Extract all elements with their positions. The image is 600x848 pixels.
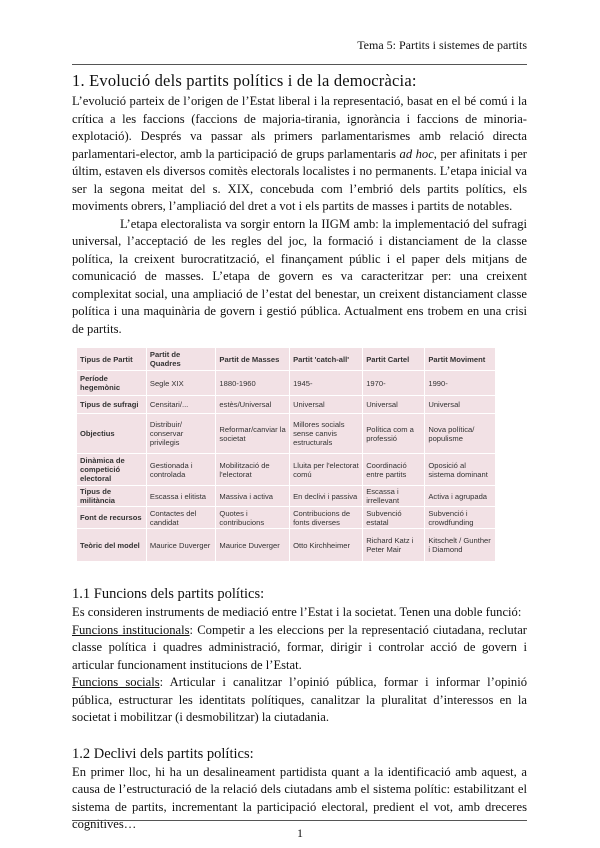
table-cell: Escassa i elitista <box>146 486 216 507</box>
row-header: Tipus de sufragi <box>77 396 147 414</box>
table-cell: Mobilització de l'electorat <box>216 454 290 486</box>
subsection-heading: 1.2 Declivi dels partits polítics: <box>72 745 254 762</box>
text: : Competir a les eleccions per la representació ciutadana, reclutar classe política i quadres administració, formar, dirigir i controlar acció de govern i articular funcionament institucions de l’Estat. <box>72 622 527 672</box>
party-types-table <box>76 347 496 562</box>
row-header: Tipus de militància <box>77 486 147 507</box>
text: L’evolució parteix de l’origen de l’Estat liberal i la representació, basat en el bé comú i la crítica a les faccions (faccions de majoria-tirania, ignorància i faccions de minoria-explotació). Després va passar als primers parlamentarismes amb relació directa parlamentari-elector, amb la participació de grups parlamentaris <box>72 94 527 161</box>
row-header: Font de recursos <box>77 507 147 529</box>
table-cell: 1945- <box>290 371 363 396</box>
table-row <box>77 507 496 529</box>
paragraph: En primer lloc, hi ha un desalineament partidista quant a la identificació amb aquest, a causa de l’estructuració de la relació dels ciutadans amb el sistema polític: estabilitzant el sistema de partits, incrementant la participació electoral, predient el vot, amb dreceres cognitives… <box>72 764 527 831</box>
table-cell: Universal <box>363 396 425 414</box>
paragraph <box>72 674 527 727</box>
table-cell: Contactes del candidat <box>146 507 216 529</box>
text: , per afinitats i per últim, estaven els diversos comitès electorals localistes i no permanents. L’etapa inicial va ser la segona meitat del s. XIX, concebuda com l’embrió dels partits polítics, els moviments obrers, l’ampliació del dret a vot i els partits de masses i partits de notables. <box>72 146 527 213</box>
table-cell: 1880-1960 <box>216 371 290 396</box>
italic-text: ad hoc <box>399 146 434 161</box>
column-header: Partit de Masses <box>216 348 290 371</box>
table-cell: Subvenció i crowdfunding <box>425 507 496 529</box>
row-header: Objectius <box>77 414 147 454</box>
paragraph <box>72 622 527 675</box>
page-body <box>72 70 527 834</box>
table-cell: Oposició al sistema dominant <box>425 454 496 486</box>
paragraph: L’etapa electoralista va sorgir entorn la IIGM amb: la implementació del sufragi universal, l’acceptació de les regles del joc, la formació i distanciament de la classe política, la creixent burocratització, el finançament públic i el paper dels mitjans de comunicació de masses. L’etapa de govern es va caracteritzar per: una creixent complexitat social, una ampliació de l’estat del benestar, un creixent distanciament classe política i una maquinària de govern i gestió pública. Actualment ens trobem en una crisi de partits. <box>72 216 527 336</box>
section-heading: 1. Evolució dels partits polítics i de la democràcia: <box>72 71 417 90</box>
table-cell: Maurice Duverger <box>146 529 216 562</box>
subsection-heading: 1.1 Funcions dels partits polítics: <box>72 586 265 602</box>
table-header-row <box>77 348 496 371</box>
table-cell: Política com a professió <box>363 414 425 454</box>
table-cell: Escassa i irrellevant <box>363 486 425 507</box>
table-cell: Richard Katz i Peter Mair <box>363 529 425 562</box>
paragraph: Es consideren instruments de mediació entre l’Estat i la societat. Tenen una doble funció: <box>72 605 522 619</box>
table-cell: Quotes i contribucions <box>216 507 290 529</box>
table-body <box>77 371 496 562</box>
column-header: Partit de Quadres <box>146 348 216 371</box>
table-cell: Activa i agrupada <box>425 486 496 507</box>
table-cell: Reformar/canviar la societat <box>216 414 290 454</box>
table-cell: estès/Universal <box>216 396 290 414</box>
table-cell: 1990- <box>425 371 496 396</box>
table-cell: Nova política/ populisme <box>425 414 496 454</box>
page-number: 1 <box>297 826 303 840</box>
column-header: Partit Cartel <box>363 348 425 371</box>
table-cell: Lluita per l'electorat comú <box>290 454 363 486</box>
table-cell: Contribucions de fonts diverses <box>290 507 363 529</box>
row-header: Període hegemònic <box>77 371 147 396</box>
table-cell: Maurice Duverger <box>216 529 290 562</box>
table-cell: En declivi i passiva <box>290 486 363 507</box>
text: : Articular i canalitzar l’opinió pública, formar i informar l’opinió pública, estructurar les identitats polítiques, canalitzar la pluralitat d’interessos en la societat i mobilitzar (i desmobilitzar) la ciutadania. <box>72 675 528 724</box>
running-header: Tema 5: Partits i sistemes de partits <box>357 38 527 52</box>
table-cell: Otto Kirchheimer <box>290 529 363 562</box>
table-cell: 1970- <box>363 371 425 396</box>
table-cell: Coordinació entre partits <box>363 454 425 486</box>
underlined-term: Funcions socials <box>72 675 160 689</box>
table-row <box>77 454 496 486</box>
footer-rule <box>72 820 527 821</box>
table-cell: Universal <box>290 396 363 414</box>
table-row <box>77 371 496 396</box>
header-rule <box>72 64 527 65</box>
table-row <box>77 396 496 414</box>
row-header: Dinàmica de competició electoral <box>77 454 147 486</box>
table-cell: Censitari/... <box>146 396 216 414</box>
table-cell: Massiva i activa <box>216 486 290 507</box>
table-row <box>77 414 496 454</box>
table-cell: Universal <box>425 396 496 414</box>
table-cell: Millores socials sense canvis estructurals <box>290 414 363 454</box>
table-cell: Gestionada i controlada <box>146 454 216 486</box>
paragraph <box>72 93 527 216</box>
underlined-term: Funcions institucionals <box>72 622 190 637</box>
row-header: Teòric del model <box>77 529 147 562</box>
table-row <box>77 486 496 507</box>
table-row <box>77 529 496 562</box>
table-cell: Kitschelt / Gunther i Diamond <box>425 529 496 562</box>
table-cell: Segle XIX <box>146 371 216 396</box>
column-header: Tipus de Partit <box>77 348 147 371</box>
column-header: Partit 'catch-all' <box>290 348 363 371</box>
table-cell: Subvenció estatal <box>363 507 425 529</box>
table-cell: Distribuir/ conservar privilegis <box>146 414 216 454</box>
column-header: Partit Moviment <box>425 348 496 371</box>
